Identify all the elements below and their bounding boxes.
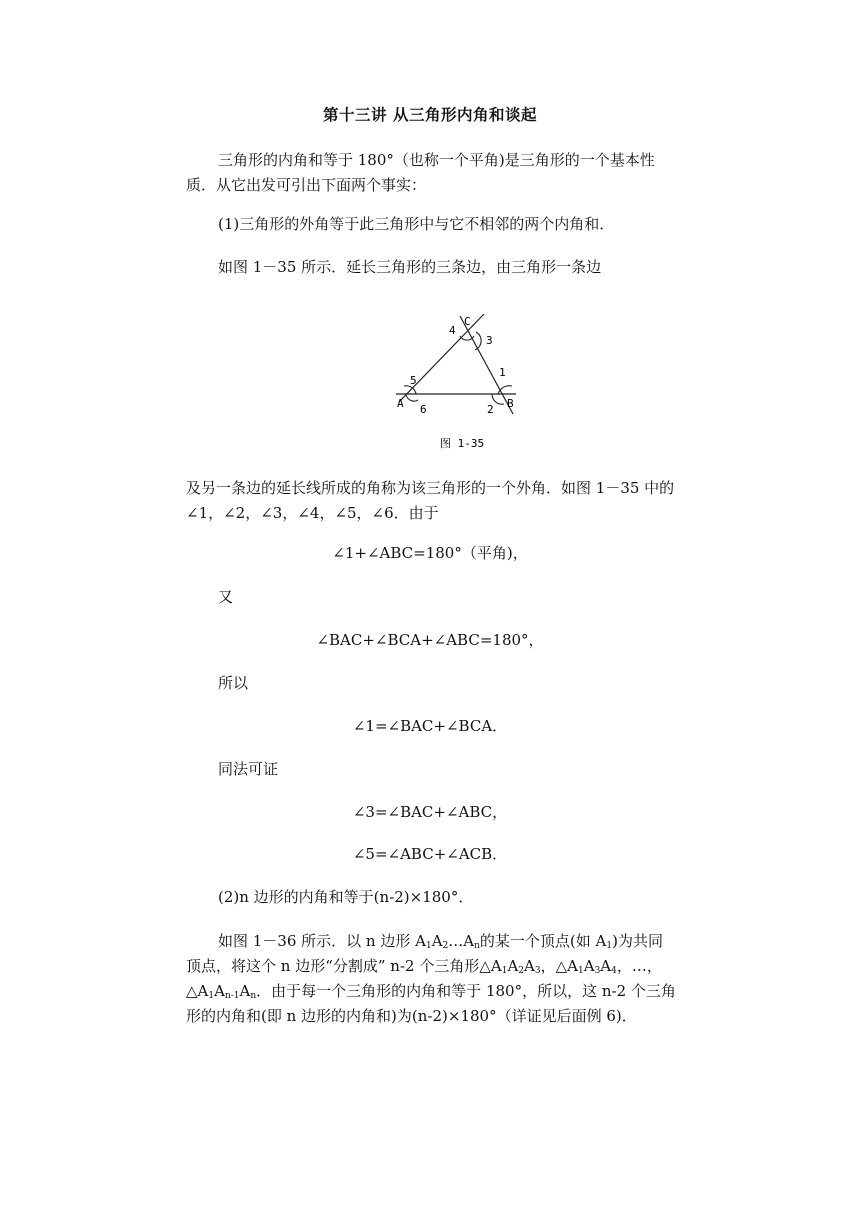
label-a: A	[397, 397, 404, 410]
angle-3-arc	[475, 332, 481, 350]
equation-2: ∠BAC+∠BCA+∠ABC=180°，	[316, 631, 544, 649]
paragraph-polygon: 如图 1－36 所示．以 n 边形 $A_1A_2\dots A_n$的某一个顶点(如 $A_1$)为共同顶点，将这个 n 边形“分割成” n-2 个三角形$\triangle A_1A_2A_3$，$\triangle A_1A_3A_4$，…，$\triangle A_1A_{n-1}A_n$．由于每一个三角形的内角和等于 180°，所以，这 n-2 个三角形的内角和(即 n 边形的内角和)为(n-2)×180°（详证见后面例 6)．	[186, 932, 676, 1025]
angle-1-arc	[498, 386, 512, 394]
page-title: 第十三讲 从三角形内角和谈起	[323, 105, 537, 124]
label-6: 6	[420, 403, 427, 416]
label-2: 2	[487, 403, 494, 416]
label-c: C	[464, 315, 471, 328]
angle-2-arc	[492, 394, 504, 404]
label-4: 4	[449, 324, 456, 337]
label-3: 3	[486, 334, 493, 347]
paragraph-fact-1: (1)三角形的外角等于此三角形中与它不相邻的两个内角和．	[218, 215, 615, 233]
paragraph-exterior-angle: 及另一条边的延长线所成的角称为该三角形的一个外角．如图 1－35 中的∠1，∠2，∠3，∠4，∠5，∠6．由于	[186, 479, 675, 522]
equation-3: ∠1=∠BAC+∠BCA．	[352, 717, 508, 735]
word-tongfa: 同法可证	[218, 760, 279, 778]
label-b: B	[507, 397, 514, 410]
equation-5: ∠5=∠ABC+∠ACB．	[352, 845, 508, 863]
equation-4: ∠3=∠BAC+∠ABC，	[352, 803, 508, 821]
equation-1: ∠1+∠ABC=180°（平角)，	[332, 544, 528, 562]
paragraph-fact-2: (2)n 边形的内角和等于(n-2)×180°．	[218, 888, 474, 906]
figure-1-35	[388, 306, 528, 454]
figure-caption: 图 1-35	[440, 437, 485, 450]
word-suoyi: 所以	[218, 674, 249, 692]
paragraph-figure-ref: 如图 1－35 所示．延长三角形的三条边，由三角形一条边	[218, 258, 602, 276]
word-you: 又	[218, 588, 234, 606]
paragraph-intro: 三角形的内角和等于 180°（也称一个平角)是三角形的一个基本性质．从它出发可引出下面两个事实：	[186, 151, 655, 194]
label-5: 5	[410, 374, 417, 387]
label-1: 1	[499, 366, 506, 379]
line-ac-extended	[399, 314, 484, 402]
triangle-diagram	[388, 306, 528, 454]
line-bc-extended	[460, 316, 513, 414]
angle-6-arc	[406, 394, 418, 401]
